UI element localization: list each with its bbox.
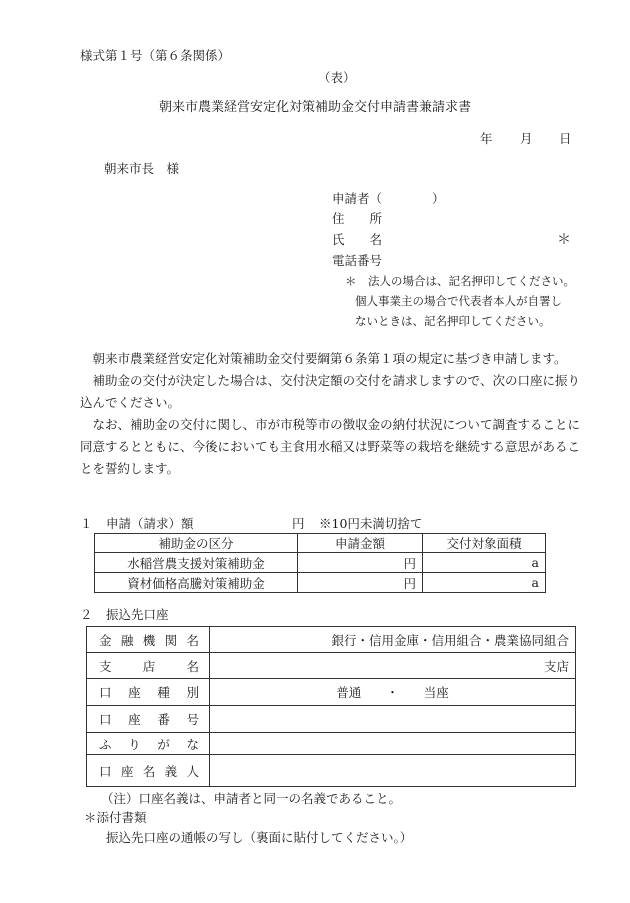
section2-number: ２	[80, 607, 93, 622]
row-label-cell	[87, 706, 210, 733]
table-row	[87, 653, 576, 679]
account-holder-field[interactable]	[210, 755, 576, 787]
area-cell[interactable]: a	[423, 573, 546, 593]
account-type-field[interactable]: 普通 ・ 当座	[210, 679, 576, 706]
body-text	[80, 348, 580, 480]
furigana-field[interactable]	[210, 733, 576, 755]
column-header: 交付対象面積	[423, 534, 546, 553]
table-row	[87, 706, 576, 733]
date-day: 日	[559, 131, 572, 146]
section1-number: １	[80, 516, 93, 531]
amount-cell[interactable]: 円	[298, 573, 423, 593]
row-label: ふりがな	[99, 736, 199, 752]
date-month: 月	[520, 131, 533, 146]
branch-field[interactable]: 支店	[210, 653, 576, 679]
row-label: 金融機関名	[99, 632, 199, 648]
row-label-cell	[87, 733, 210, 755]
row-label: 口座名義人	[99, 763, 199, 779]
table-row	[87, 627, 576, 653]
row-label: 支店名	[99, 658, 199, 674]
bank-account-table	[86, 626, 576, 787]
amount-cell[interactable]: 円	[298, 553, 423, 573]
note-asterisk: ＊	[345, 274, 357, 288]
table-row	[87, 755, 576, 787]
subsidy-category: 水稲営農支援対策補助金	[95, 553, 298, 573]
section2-label: 振込先口座	[106, 607, 169, 622]
table-header-row	[95, 534, 546, 553]
body-paragraph: なお、補助金の交付に関し、市が市税等市の徴収金の納付状況について調査することに同意するとともに、今後においても主食用水稲又は野菜等の栽培を継続する意思があることを誓約します。	[80, 417, 581, 476]
name-asterisk: ＊	[557, 232, 571, 248]
subsidy-table	[94, 533, 546, 593]
address-label: 住 所	[332, 211, 383, 226]
column-header: 申請金額	[298, 534, 423, 553]
name-label: 氏 名	[332, 232, 383, 247]
table-row	[95, 553, 546, 573]
body-paragraph: 朝来市農業経営安定化対策補助金交付要綱第６条第１項の規定に基づき申請します。	[92, 351, 567, 366]
note-line-2: 個人事業主の場合で代表者本人が自署し	[355, 294, 562, 308]
bank-name-field[interactable]: 銀行・信用金庫・信用組合・農業協同組合	[210, 627, 576, 653]
account-number-field[interactable]	[210, 706, 576, 733]
area-cell[interactable]: a	[423, 553, 546, 573]
row-label-cell	[87, 627, 210, 653]
row-label: 口座種別	[99, 685, 199, 700]
section1-label: 申請（請求）額	[106, 516, 194, 531]
attachment-item: 振込先口座の通帳の写し（裏面に貼付してください。）	[106, 830, 413, 845]
column-header: 補助金の区分	[95, 534, 298, 553]
footnote: （注）口座名義は、申請者と同一の名義であること。	[101, 791, 402, 806]
attachments-heading: ＊添付書類	[84, 810, 147, 825]
row-label-cell	[87, 653, 210, 679]
row-label: 口座番号	[99, 712, 199, 727]
row-label-cell	[87, 679, 210, 706]
yen-label: 円	[292, 516, 305, 531]
form-number: 様式第１号（第６条関係）	[80, 48, 231, 63]
subsidy-category: 資材価格高騰対策補助金	[95, 573, 298, 593]
addressee: 朝来市長 様	[104, 161, 180, 176]
side-label: （表）	[318, 70, 356, 85]
page-title: 朝来市農業経営安定化対策補助金交付申請書兼請求書	[158, 100, 471, 115]
phone-label: 電話番号	[332, 253, 383, 268]
rounding-note: ※10円未満切捨て	[319, 516, 423, 531]
table-row	[87, 679, 576, 706]
note-line-3: ないときは、記名押印してください。	[355, 314, 551, 328]
table-row	[95, 573, 546, 593]
note-line-1: 法人の場合は、記名押印してください。	[368, 274, 575, 288]
table-row	[87, 733, 576, 755]
row-label-cell	[87, 755, 210, 787]
applicant-heading: 申請者（ ）	[332, 191, 445, 206]
date-year: 年	[480, 131, 493, 146]
body-paragraph: 補助金の交付が決定した場合は、交付決定額の交付を請求しますので、次の口座に振り込んでください。	[80, 373, 580, 410]
